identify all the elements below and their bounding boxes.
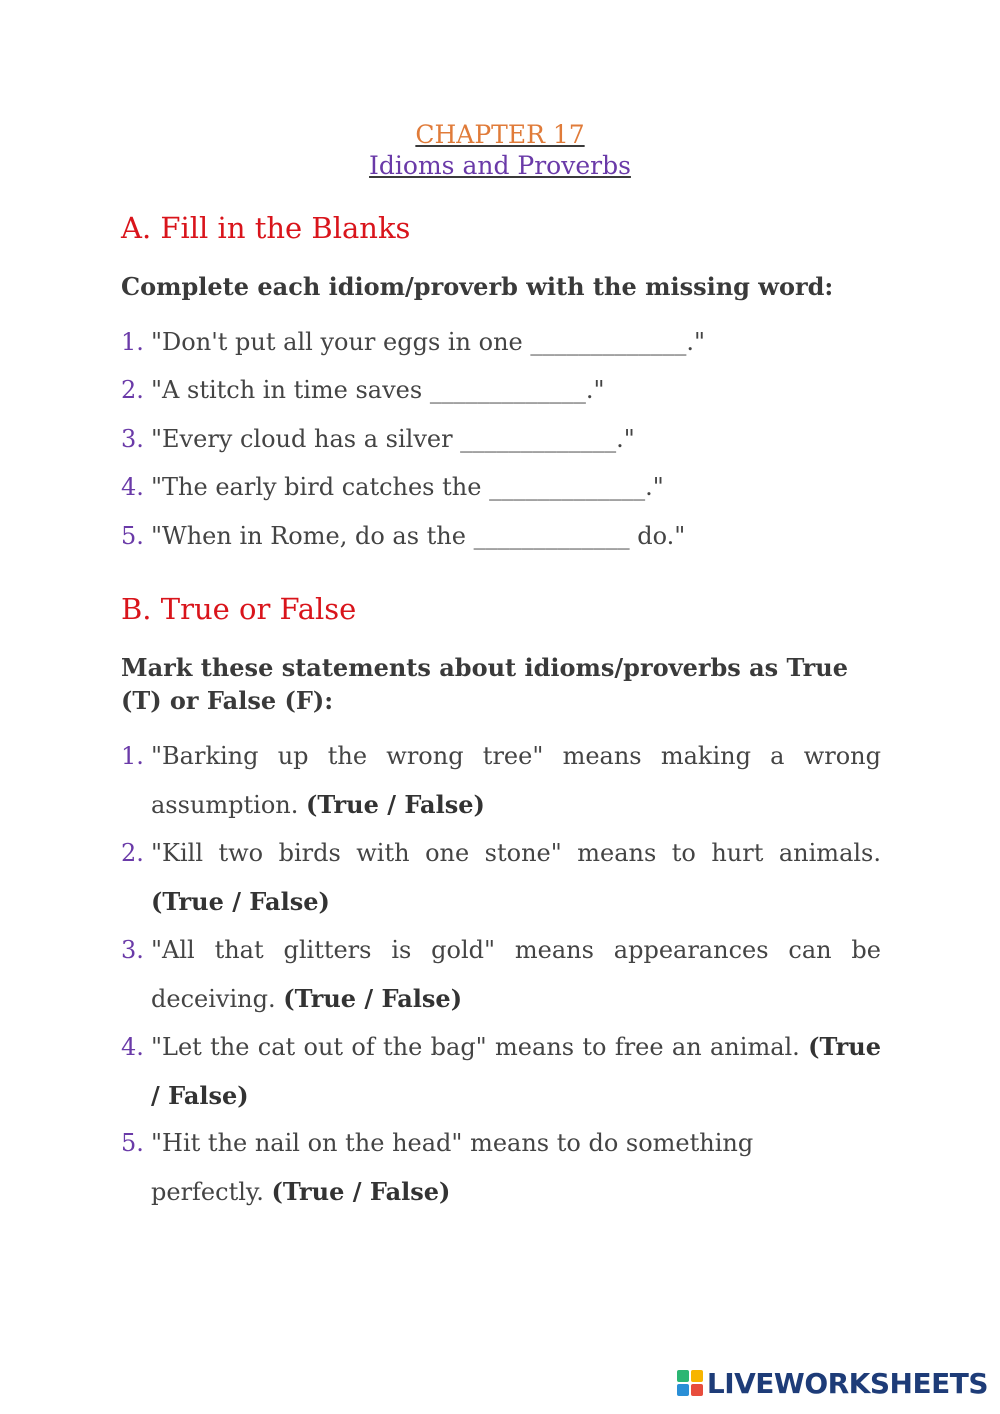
tf-item <box>121 732 881 829</box>
tf-item <box>121 829 881 926</box>
tf-item <box>121 926 881 1023</box>
item-number: 1. <box>121 742 144 770</box>
item-number: 5. <box>121 522 144 550</box>
item-text-wrap <box>151 926 881 1023</box>
logo-square <box>691 1384 703 1396</box>
item-text: "Don't put all your eggs in one _____________." <box>151 328 706 356</box>
logo-text: LIVEWORKSHEETS <box>706 1366 988 1400</box>
item-text: "Hit the nail on the head" means to do something perfectly. <box>151 1129 754 1206</box>
section-b-title: B. True or False <box>121 592 357 626</box>
true-false-choice: (True / False) <box>271 1176 451 1206</box>
item-text-wrap <box>151 829 881 926</box>
logo-square <box>677 1370 689 1382</box>
item-text: "When in Rome, do as the _____________ do." <box>151 522 686 550</box>
tf-item <box>121 1119 881 1216</box>
chapter-header <box>0 120 1000 180</box>
item-text: "All that glitters is gold" means appearances can be deceiving. <box>151 936 881 1013</box>
true-false-choice: (True / False) <box>151 1032 881 1110</box>
section-a-title: A. Fill in the Blanks <box>121 211 411 245</box>
item-number: 1. <box>121 328 144 356</box>
item-number: 4. <box>121 473 144 501</box>
item-text: "Barking up the wrong tree" means making a wrong assumption. <box>151 742 881 819</box>
logo-square <box>691 1370 703 1382</box>
logo-square <box>677 1384 689 1396</box>
section-a-instruction: Complete each idiom/proverb with the missing word: <box>121 272 834 301</box>
item-text-wrap <box>151 1023 881 1120</box>
chapter-number: CHAPTER 17 <box>415 120 585 149</box>
item-number: 3. <box>121 425 144 453</box>
item-text: "Every cloud has a silver _____________." <box>151 425 635 453</box>
fill-item <box>121 463 881 512</box>
section-b-instruction: Mark these statements about idioms/proverbs as True (T) or False (F): <box>121 653 849 715</box>
item-text: "A stitch in time saves _____________." <box>151 376 605 404</box>
item-text: "Let the cat out of the bag" means to free an animal. <box>151 1033 800 1061</box>
chapter-subtitle: Idioms and Proverbs <box>369 151 631 180</box>
item-text: "The early bird catches the _____________." <box>151 473 664 501</box>
item-number: 2. <box>121 376 144 404</box>
true-false-choice: (True / False) <box>306 789 485 819</box>
item-number: 2. <box>121 839 144 867</box>
tf-item <box>121 1023 881 1120</box>
item-number: 5. <box>121 1129 144 1157</box>
liveworksheets-logo[interactable] <box>677 1366 988 1400</box>
liveworksheets-logo-icon <box>677 1370 703 1396</box>
true-false-choice: (True / False) <box>151 886 330 916</box>
true-false-choice: (True / False) <box>283 983 463 1013</box>
fill-item <box>121 366 881 415</box>
fill-item <box>121 318 881 367</box>
item-text: "Kill two birds with one stone" means to hurt animals. <box>151 839 881 867</box>
item-text-wrap <box>151 732 881 829</box>
item-number: 3. <box>121 936 144 964</box>
item-number: 4. <box>121 1033 144 1061</box>
item-text-wrap <box>151 1119 771 1216</box>
fill-item <box>121 512 881 561</box>
fill-item <box>121 415 881 464</box>
